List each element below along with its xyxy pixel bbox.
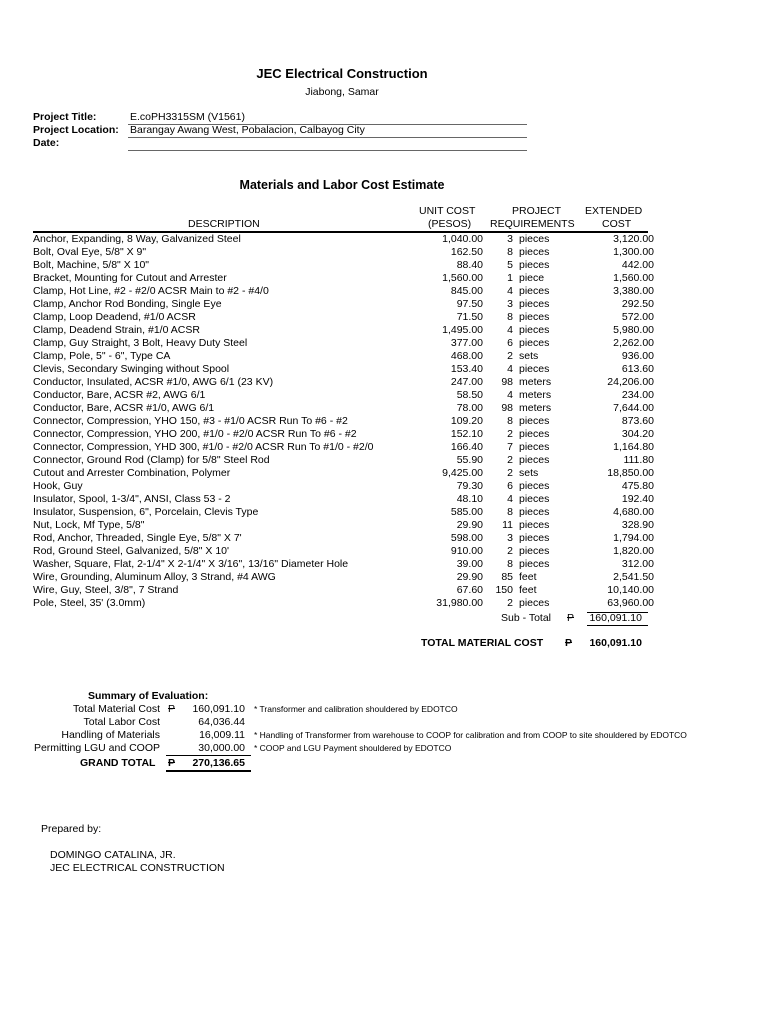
item-description: Rod, Ground Steel, Galvanized, 5/8" X 10'	[33, 545, 230, 557]
project-title-label: Project Title:	[33, 111, 97, 123]
item-extended-cost: 304.20	[621, 428, 654, 440]
summary-value: 16,009.11	[199, 729, 245, 741]
item-unit-cost: 58.50	[456, 389, 483, 401]
item-extended-cost: 7,644.00	[613, 402, 654, 414]
col-unit-cost-2: (PESOS)	[428, 218, 472, 230]
item-unit-cost: 29.90	[456, 571, 483, 583]
item-quantity: 4	[507, 389, 513, 401]
item-quantity: 8	[507, 415, 513, 427]
item-extended-cost: 3,380.00	[613, 285, 654, 297]
item-unit-cost: 9,425.00	[442, 467, 483, 479]
item-unit-cost: 598.00	[450, 532, 483, 544]
item-extended-cost: 1,300.00	[613, 246, 654, 258]
item-extended-cost: 936.00	[621, 350, 654, 362]
item-unit: sets	[519, 350, 539, 362]
item-extended-cost: 1,820.00	[613, 545, 654, 557]
item-quantity: 11	[502, 519, 513, 531]
item-quantity: 2	[507, 467, 513, 479]
item-quantity: 4	[507, 285, 513, 297]
item-extended-cost: 2,541.50	[613, 571, 654, 583]
summary-note: * Handling of Transformer from warehouse to COOP for calibration and from COOP to site shouldered by EDOTCO	[254, 730, 687, 740]
table-row	[33, 532, 654, 545]
item-unit: pieces	[519, 285, 550, 297]
summary-label: Handling of Materials	[61, 729, 160, 741]
item-extended-cost: 24,206.00	[607, 376, 654, 388]
table-row	[33, 272, 654, 285]
table-row	[33, 519, 654, 532]
item-unit-cost: 97.50	[456, 298, 483, 310]
grand-total-value: 270,136.65	[192, 757, 245, 769]
item-description: Conductor, Bare, ACSR #2, AWG 6/1	[33, 389, 206, 401]
item-unit-cost: 48.10	[456, 493, 483, 505]
item-extended-cost: 234.00	[621, 389, 654, 401]
item-unit-cost: 166.40	[450, 441, 483, 453]
item-unit-cost: 29.90	[456, 519, 483, 531]
item-extended-cost: 3,120.00	[613, 233, 654, 245]
table-row	[33, 259, 654, 272]
item-unit-cost: 55.90	[456, 454, 483, 466]
grand-total-rule	[166, 755, 251, 756]
item-unit-cost: 79.30	[456, 480, 483, 492]
item-unit: meters	[519, 376, 552, 388]
item-unit-cost: 109.20	[450, 415, 483, 427]
item-extended-cost: 111.80	[623, 454, 654, 466]
item-quantity: 3	[507, 298, 513, 310]
item-extended-cost: 312.00	[621, 558, 654, 570]
item-extended-cost: 873.60	[621, 415, 654, 427]
col-extended-1: EXTENDED	[585, 205, 643, 217]
item-unit: pieces	[519, 519, 550, 531]
item-unit: pieces	[519, 532, 550, 544]
item-unit: pieces	[519, 493, 550, 505]
item-unit-cost: 67.60	[456, 584, 483, 596]
table-row	[33, 545, 654, 558]
col-unit-cost-1: UNIT COST	[419, 205, 476, 217]
item-description: Bolt, Oval Eye, 5/8" X 9"	[33, 246, 147, 258]
item-unit: pieces	[519, 441, 550, 453]
item-description: Insulator, Spool, 1-3/4", ANSI, Class 53 - 2	[33, 493, 231, 505]
item-description: Anchor, Expanding, 8 Way, Galvanized Steel	[33, 233, 241, 245]
prepared-name: DOMINGO CATALINA, JR.	[50, 849, 176, 861]
item-unit-cost: 247.00	[450, 376, 483, 388]
item-description: Pole, Steel, 35' (3.0mm)	[33, 597, 146, 609]
item-unit-cost: 585.00	[450, 506, 483, 518]
total-material-currency: P	[565, 637, 573, 649]
grand-total-label: GRAND TOTAL	[80, 757, 156, 769]
item-description: Connector, Compression, YHD 300, #1/0 - #2/0 ACSR Run To #1/0 - #2/0	[33, 441, 374, 453]
item-unit-cost: 377.00	[450, 337, 483, 349]
item-extended-cost: 1,164.80	[613, 441, 654, 453]
table-row	[33, 363, 654, 376]
subtotal-value: 160,091.10	[589, 612, 642, 624]
item-description: Clamp, Loop Deadend, #1/0 ACSR	[33, 311, 196, 323]
item-quantity: 2	[507, 545, 513, 557]
item-unit: pieces	[519, 337, 550, 349]
summary-note: * COOP and LGU Payment shouldered by EDOTCO	[254, 743, 452, 753]
table-row	[33, 467, 654, 480]
table-row	[33, 480, 654, 493]
item-description: Conductor, Insulated, ACSR #1/0, AWG 6/1 (23 KV)	[33, 376, 274, 388]
item-quantity: 98	[501, 402, 513, 414]
item-description: Wire, Guy, Steel, 3/8", 7 Strand	[33, 584, 179, 596]
table-row	[33, 428, 654, 441]
item-unit: pieces	[519, 324, 550, 336]
project-location-value: Barangay Awang West, Pobalacion, Calbayog City	[130, 124, 365, 136]
item-unit: pieces	[519, 415, 550, 427]
item-unit-cost: 78.00	[456, 402, 483, 414]
item-quantity: 3	[507, 532, 513, 544]
item-unit: piece	[519, 272, 545, 284]
col-description: DESCRIPTION	[188, 218, 260, 230]
table-row	[33, 298, 654, 311]
col-project-2: REQUIREMENTS	[490, 218, 575, 230]
item-description: Nut, Lock, Mf Type, 5/8"	[33, 519, 145, 531]
item-quantity: 6	[507, 337, 513, 349]
item-quantity: 150	[495, 584, 513, 596]
item-description: Connector, Ground Rod (Clamp) for 5/8" Steel Rod	[33, 454, 270, 466]
item-unit-cost: 468.00	[450, 350, 483, 362]
item-unit: pieces	[519, 558, 550, 570]
item-quantity: 7	[507, 441, 513, 453]
table-row	[33, 571, 654, 584]
table-row	[33, 337, 654, 350]
item-unit: feet	[519, 571, 537, 583]
item-description: Connector, Compression, YHO 200, #1/0 - #2/0 ACSR Run To #6 - #2	[33, 428, 357, 440]
item-quantity: 8	[507, 311, 513, 323]
item-unit-cost: 1,560.00	[442, 272, 483, 284]
item-extended-cost: 613.60	[621, 363, 654, 375]
table-row	[33, 454, 654, 467]
prepared-label: Prepared by:	[41, 823, 102, 835]
table-row	[33, 233, 654, 246]
item-unit: pieces	[519, 259, 550, 271]
item-unit: pieces	[519, 246, 550, 258]
total-material-label: TOTAL MATERIAL COST	[421, 637, 544, 649]
item-quantity: 4	[507, 493, 513, 505]
item-unit-cost: 153.40	[450, 363, 483, 375]
table-row	[33, 441, 654, 454]
item-unit-cost: 39.00	[456, 558, 483, 570]
item-description: Cutout and Arrester Combination, Polymer	[33, 467, 231, 479]
summary-label: Total Labor Cost	[83, 716, 160, 728]
project-location-underline	[128, 137, 527, 138]
table-row	[33, 376, 654, 389]
company-name: JEC Electrical Construction	[256, 66, 428, 81]
table-row	[33, 389, 654, 402]
item-extended-cost: 1,794.00	[613, 532, 654, 544]
item-unit: sets	[519, 467, 539, 479]
item-unit: pieces	[519, 454, 550, 466]
item-unit: meters	[519, 402, 552, 414]
item-unit-cost: 162.50	[450, 246, 483, 258]
company-location: Jiabong, Samar	[305, 86, 379, 98]
total-material-value: 160,091.10	[589, 637, 642, 649]
grand-total-currency: P	[168, 757, 176, 769]
item-quantity: 3	[507, 233, 513, 245]
item-description: Clamp, Hot Line, #2 - #2/0 ACSR Main to #2 - #4/0	[33, 285, 269, 297]
item-quantity: 4	[507, 363, 513, 375]
item-extended-cost: 292.50	[621, 298, 654, 310]
table-row	[33, 285, 654, 298]
col-project-1: PROJECT	[512, 205, 562, 217]
summary-label: Permitting LGU and COOP	[33, 742, 160, 754]
item-unit: pieces	[519, 298, 550, 310]
table-row	[33, 493, 654, 506]
prepared-company: JEC ELECTRICAL CONSTRUCTION	[50, 862, 225, 874]
subtotal-label: Sub - Total	[501, 612, 552, 624]
table-row	[33, 350, 654, 363]
item-unit-cost: 1,040.00	[442, 233, 483, 245]
summary-currency: P	[168, 703, 176, 715]
summary-value: 160,091.10	[192, 703, 245, 715]
project-title-value: E.coPH3315SM (V1561)	[130, 111, 245, 123]
item-description: Conductor, Bare, ACSR #1/0, AWG 6/1	[33, 402, 215, 414]
item-extended-cost: 63,960.00	[607, 597, 654, 609]
item-unit: feet	[519, 584, 537, 596]
item-unit: pieces	[519, 311, 550, 323]
item-description: Rod, Anchor, Threaded, Single Eye, 5/8" X 7'	[33, 532, 242, 544]
item-description: Washer, Square, Flat, 2-1/4" X 2-1/4" X 3/16", 13/16" Diameter Hole	[33, 558, 349, 570]
items-table	[33, 233, 654, 610]
item-extended-cost: 5,980.00	[613, 324, 654, 336]
item-extended-cost: 192.40	[621, 493, 654, 505]
item-unit-cost: 910.00	[450, 545, 483, 557]
item-description: Wire, Grounding, Aluminum Alloy, 3 Strand, #4 AWG	[33, 571, 276, 583]
item-quantity: 4	[507, 324, 513, 336]
item-description: Bracket, Mounting for Cutout and Arrester	[33, 272, 227, 284]
item-quantity: 98	[501, 376, 513, 388]
table-row	[33, 324, 654, 337]
item-description: Connector, Compression, YHO 150, #3 - #1/0 ACSR Run To #6 - #2	[33, 415, 348, 427]
item-quantity: 5	[507, 259, 513, 271]
item-extended-cost: 475.80	[621, 480, 654, 492]
project-location-label: Project Location:	[33, 124, 119, 136]
col-extended-2: COST	[602, 218, 632, 230]
item-quantity: 8	[507, 558, 513, 570]
item-unit: pieces	[519, 233, 550, 245]
item-unit-cost: 31,980.00	[436, 597, 483, 609]
item-unit: pieces	[519, 597, 550, 609]
item-extended-cost: 572.00	[621, 311, 654, 323]
summary-value: 64,036.44	[198, 716, 245, 728]
table-row	[33, 506, 654, 519]
item-extended-cost: 2,262.00	[613, 337, 654, 349]
grand-total-bottom-rule	[166, 770, 251, 772]
estimate-title: Materials and Labor Cost Estimate	[239, 178, 445, 192]
date-underline	[128, 150, 527, 151]
item-quantity: 8	[507, 246, 513, 258]
summary-note: * Transformer and calibration shouldered by EDOTCO	[254, 704, 458, 714]
subtotal-bottom-rule	[587, 625, 648, 626]
item-description: Clamp, Anchor Rod Bonding, Single Eye	[33, 298, 222, 310]
item-extended-cost: 10,140.00	[607, 584, 654, 596]
item-quantity: 6	[507, 480, 513, 492]
item-unit: pieces	[519, 480, 550, 492]
item-extended-cost: 328.90	[621, 519, 654, 531]
item-unit-cost: 1,495.00	[442, 324, 483, 336]
item-unit: pieces	[519, 428, 550, 440]
item-unit: meters	[519, 389, 552, 401]
item-description: Hook, Guy	[33, 480, 83, 492]
item-unit: pieces	[519, 545, 550, 557]
item-unit-cost: 88.40	[456, 259, 483, 271]
item-quantity: 1	[507, 272, 513, 284]
table-row	[33, 597, 654, 610]
item-quantity: 2	[507, 428, 513, 440]
item-description: Clamp, Pole, 5" - 6", Type CA	[33, 350, 171, 362]
date-label: Date:	[33, 137, 60, 149]
item-description: Clevis, Secondary Swinging without Spool	[33, 363, 230, 375]
item-description: Insulator, Suspension, 6", Porcelain, Clevis Type	[33, 506, 259, 518]
item-unit-cost: 71.50	[456, 311, 483, 323]
summary-label: Total Material Cost	[73, 703, 160, 715]
item-quantity: 85	[501, 571, 513, 583]
item-description: Clamp, Deadend Strain, #1/0 ACSR	[33, 324, 200, 336]
table-row	[33, 311, 654, 324]
summary-title: Summary of Evaluation:	[88, 690, 209, 702]
item-unit-cost: 152.10	[450, 428, 483, 440]
item-extended-cost: 1,560.00	[613, 272, 654, 284]
item-description: Bolt, Machine, 5/8" X 10"	[33, 259, 150, 271]
item-extended-cost: 4,680.00	[613, 506, 654, 518]
item-quantity: 8	[507, 506, 513, 518]
item-unit: pieces	[519, 363, 550, 375]
summary-value: 30,000.00	[198, 742, 245, 754]
table-row	[33, 584, 654, 597]
item-unit-cost: 845.00	[450, 285, 483, 297]
table-row	[33, 558, 654, 571]
item-quantity: 2	[507, 597, 513, 609]
item-quantity: 2	[507, 350, 513, 362]
table-row	[33, 415, 654, 428]
item-extended-cost: 442.00	[621, 259, 654, 271]
item-extended-cost: 18,850.00	[607, 467, 654, 479]
item-quantity: 2	[507, 454, 513, 466]
item-description: Clamp, Guy Straight, 3 Bolt, Heavy Duty Steel	[33, 337, 248, 349]
table-row	[33, 246, 654, 259]
item-unit: pieces	[519, 506, 550, 518]
table-row	[33, 402, 654, 415]
subtotal-currency: P	[567, 612, 575, 624]
